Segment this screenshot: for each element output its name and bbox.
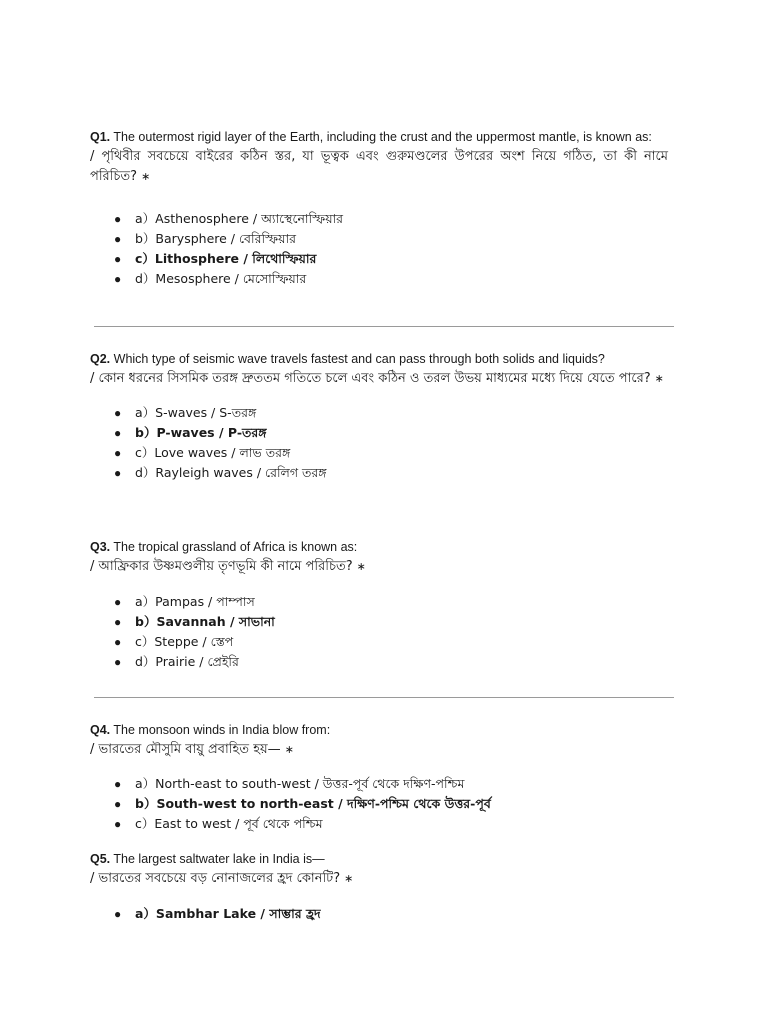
option-label: b）Barysphere / বেরিস্ফিয়ার: [135, 231, 296, 246]
bullet-icon: ●: [114, 907, 122, 921]
option-label: a）Pampas / পাম্পাস: [135, 594, 255, 609]
question-number: Q3.: [90, 540, 111, 554]
option-list: [90, 904, 668, 924]
question-text-en: [90, 537, 668, 557]
bullet-icon: ●: [114, 232, 122, 246]
option-label: c）Steppe / স্তেপ: [135, 634, 234, 649]
question-text-bn: [90, 369, 668, 389]
option-a[interactable]: [90, 592, 668, 612]
option-label: a）North-east to south-west / উত্তর-পূর্ব থেকে দক্ষিণ-পশ্চিম: [135, 776, 465, 791]
question-text: The tropical grassland of Africa is known as:: [113, 540, 358, 554]
bullet-icon: ●: [114, 655, 122, 669]
option-label: d）Prairie / প্রেইরি: [135, 654, 239, 669]
question-number: Q1.: [90, 130, 111, 144]
required-marker: ∗: [344, 872, 354, 885]
option-label: d）Mesosphere / মেসোস্ফিয়ার: [135, 271, 307, 286]
question-2: [90, 349, 668, 483]
question-translation: / ভারতের মৌসুমি বায়ু প্রবাহিত হয়—: [90, 742, 281, 757]
bullet-icon: ●: [114, 272, 122, 286]
required-marker: ∗: [356, 560, 366, 573]
option-c[interactable]: [90, 814, 668, 834]
question-3: [90, 537, 668, 672]
bullet-icon: ●: [114, 406, 122, 420]
question-text-en: [90, 349, 668, 369]
question-text-bn: [90, 740, 668, 760]
bullet-icon: ●: [114, 797, 122, 811]
option-label: c）Love waves / লাভ তরঙ্গ: [135, 445, 291, 460]
bullet-icon: ●: [114, 252, 122, 266]
option-label: d）Rayleigh waves / রেলিগ তরঙ্গ: [135, 465, 327, 480]
bullet-icon: ●: [114, 446, 122, 460]
option-label: c）East to west / পূর্ব থেকে পশ্চিম: [135, 816, 323, 831]
bullet-icon: ●: [114, 817, 122, 831]
option-list: [90, 209, 668, 289]
question-5: [90, 849, 668, 924]
question-number: Q2.: [90, 352, 111, 366]
bullet-icon: ●: [114, 777, 122, 791]
option-list: [90, 403, 668, 483]
bullet-icon: ●: [114, 212, 122, 226]
section-divider: [94, 326, 674, 327]
option-label: b）P-waves / P-তরঙ্গ: [135, 425, 267, 440]
option-b[interactable]: [90, 423, 668, 443]
required-marker: ∗: [284, 743, 294, 756]
question-translation: / পৃথিবীর সবচেয়ে বাইরের কঠিন স্তর, যা ভূত্বক এবং গুরুমণ্ডলের উপরের অংশ নিয়ে গঠিত, তা কী নামে পরিচিত?: [90, 149, 668, 184]
bullet-icon: ●: [114, 426, 122, 440]
option-b[interactable]: [90, 229, 668, 249]
question-text-en: [90, 127, 668, 147]
required-marker: ∗: [141, 170, 151, 183]
option-d[interactable]: [90, 463, 668, 483]
question-translation: / কোন ধরনের সিসমিক তরঙ্গ দ্রুততম গতিতে চলে এবং কঠিন ও তরল উভয় মাধ্যমের মধ্যে দিয়ে যেতে পারে?: [90, 371, 651, 386]
question-text-bn: [90, 147, 668, 187]
question-text-bn: [90, 557, 668, 577]
question-number: Q4.: [90, 723, 111, 737]
question-1: [90, 127, 668, 289]
option-label: c）Lithosphere / লিথোস্ফিয়ার: [135, 251, 317, 266]
option-label: a）Asthenosphere / অ্যাস্থেনোস্ফিয়ার: [135, 211, 344, 226]
question-text-en: [90, 849, 668, 869]
option-c[interactable]: [90, 443, 668, 463]
bullet-icon: ●: [114, 635, 122, 649]
bullet-icon: ●: [114, 615, 122, 629]
bullet-icon: ●: [114, 466, 122, 480]
option-d[interactable]: [90, 652, 668, 672]
question-text-en: [90, 720, 668, 740]
question-text: The monsoon winds in India blow from:: [113, 723, 331, 737]
option-b[interactable]: [90, 794, 668, 814]
question-text: The largest saltwater lake in India is—: [113, 852, 325, 866]
required-marker: ∗: [654, 372, 664, 385]
option-c[interactable]: [90, 632, 668, 652]
option-label: a）Sambhar Lake / সাম্ভার হ্রদ: [135, 906, 321, 921]
option-list: [90, 774, 668, 834]
question-translation: / ভারতের সবচেয়ে বড় নোনাজলের হ্রদ কোনটি?: [90, 871, 341, 886]
option-c[interactable]: [90, 249, 668, 269]
option-list: [90, 592, 668, 672]
option-label: a）S-waves / S-তরঙ্গ: [135, 405, 257, 420]
option-label: b）South-west to north-east / দক্ষিণ-পশ্চিম থেকে উত্তর-পূর্ব: [135, 796, 491, 811]
option-d[interactable]: [90, 269, 668, 289]
bullet-icon: ●: [114, 595, 122, 609]
question-text-bn: [90, 869, 668, 889]
option-b[interactable]: [90, 612, 668, 632]
question-number: Q5.: [90, 852, 111, 866]
option-label: b）Savannah / সাভানা: [135, 614, 275, 629]
option-a[interactable]: [90, 403, 668, 423]
question-text: The outermost rigid layer of the Earth, including the crust and the uppermost mantle, is known as:: [113, 130, 652, 144]
option-a[interactable]: [90, 209, 668, 229]
question-translation: / আফ্রিকার উষ্ণমণ্ডলীয় তৃণভূমি কী নামে পরিচিত?: [90, 559, 353, 574]
question-text: Which type of seismic wave travels fastest and can pass through both solids and liquids?: [113, 352, 605, 366]
section-divider: [94, 697, 674, 698]
option-a[interactable]: [90, 774, 668, 794]
option-a[interactable]: [90, 904, 668, 924]
question-4: [90, 720, 668, 834]
